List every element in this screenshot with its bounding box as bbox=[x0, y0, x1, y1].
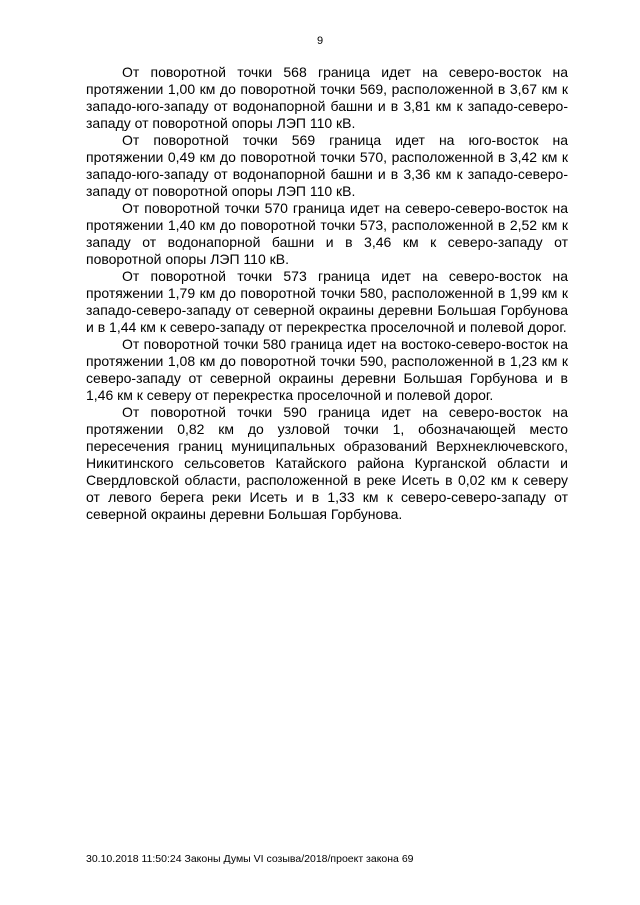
page-number: 9 bbox=[316, 35, 324, 47]
paragraph-point-568: От поворотной точки 568 граница идет на северо-восток на протяжении 1,00 км до поворотной точки 569, расположенной в 3,67 км к западо-юго-западу от водонапорной башни и в 3,81 км к западо-северо-западу от поворотной опоры ЛЭП 110 кВ. bbox=[86, 64, 568, 131]
paragraph-point-580: От поворотной точки 580 граница идет на востоко-северо-восток на протяжении 1,08 км до поворотной точки 590, расположенной в 1,23 км к северо-западу от северной окраины деревни Большая Горбунова и в 1,46 км к северу от перекрестка проселочной и полевой дорог. bbox=[86, 336, 568, 403]
document-footer: 30.10.2018 11:50:24 Законы Думы VI созыва/2018/проект закона 69 bbox=[86, 853, 414, 865]
paragraph-point-573: От поворотной точки 573 граница идет на северо-восток на протяжении 1,79 км до поворотной точки 580, расположенной в 1,99 км к западо-северо-западу от северной окраины деревни Большая Горбунова и в 1,44 км к северо-западу от перекрестка проселочной и полевой дорог. bbox=[86, 268, 568, 335]
document-body bbox=[86, 64, 568, 523]
paragraph-point-590: От поворотной точки 590 граница идет на северо-восток на протяжении 0,82 км до узловой точки 1, обозначающей место пересечения границ муниципальных образований Верхнеключевского, Никитинского сельсоветов Катайского района Курганской области и Свердловской области, расположенной в реке Исеть в 0,02 км к северу от левого берега реки Исеть и в 1,33 км к северо-северо-западу от северной окраины деревни Большая Горбунова. bbox=[86, 404, 568, 522]
paragraph-point-570: От поворотной точки 570 граница идет на северо-северо-восток на протяжении 1,40 км до поворотной точки 573, расположенной в 2,52 км к западу от водонапорной башни и в 3,46 км к северо-западу от поворотной опоры ЛЭП 110 кВ. bbox=[86, 200, 568, 267]
paragraph-point-569: От поворотной точки 569 граница идет на юго-восток на протяжении 0,49 км до поворотной точки 570, расположенной в 3,42 км к западо-юго-западу от водонапорной башни и в 3,36 км к западо-северо-западу от поворотной опоры ЛЭП 110 кВ. bbox=[86, 132, 568, 199]
